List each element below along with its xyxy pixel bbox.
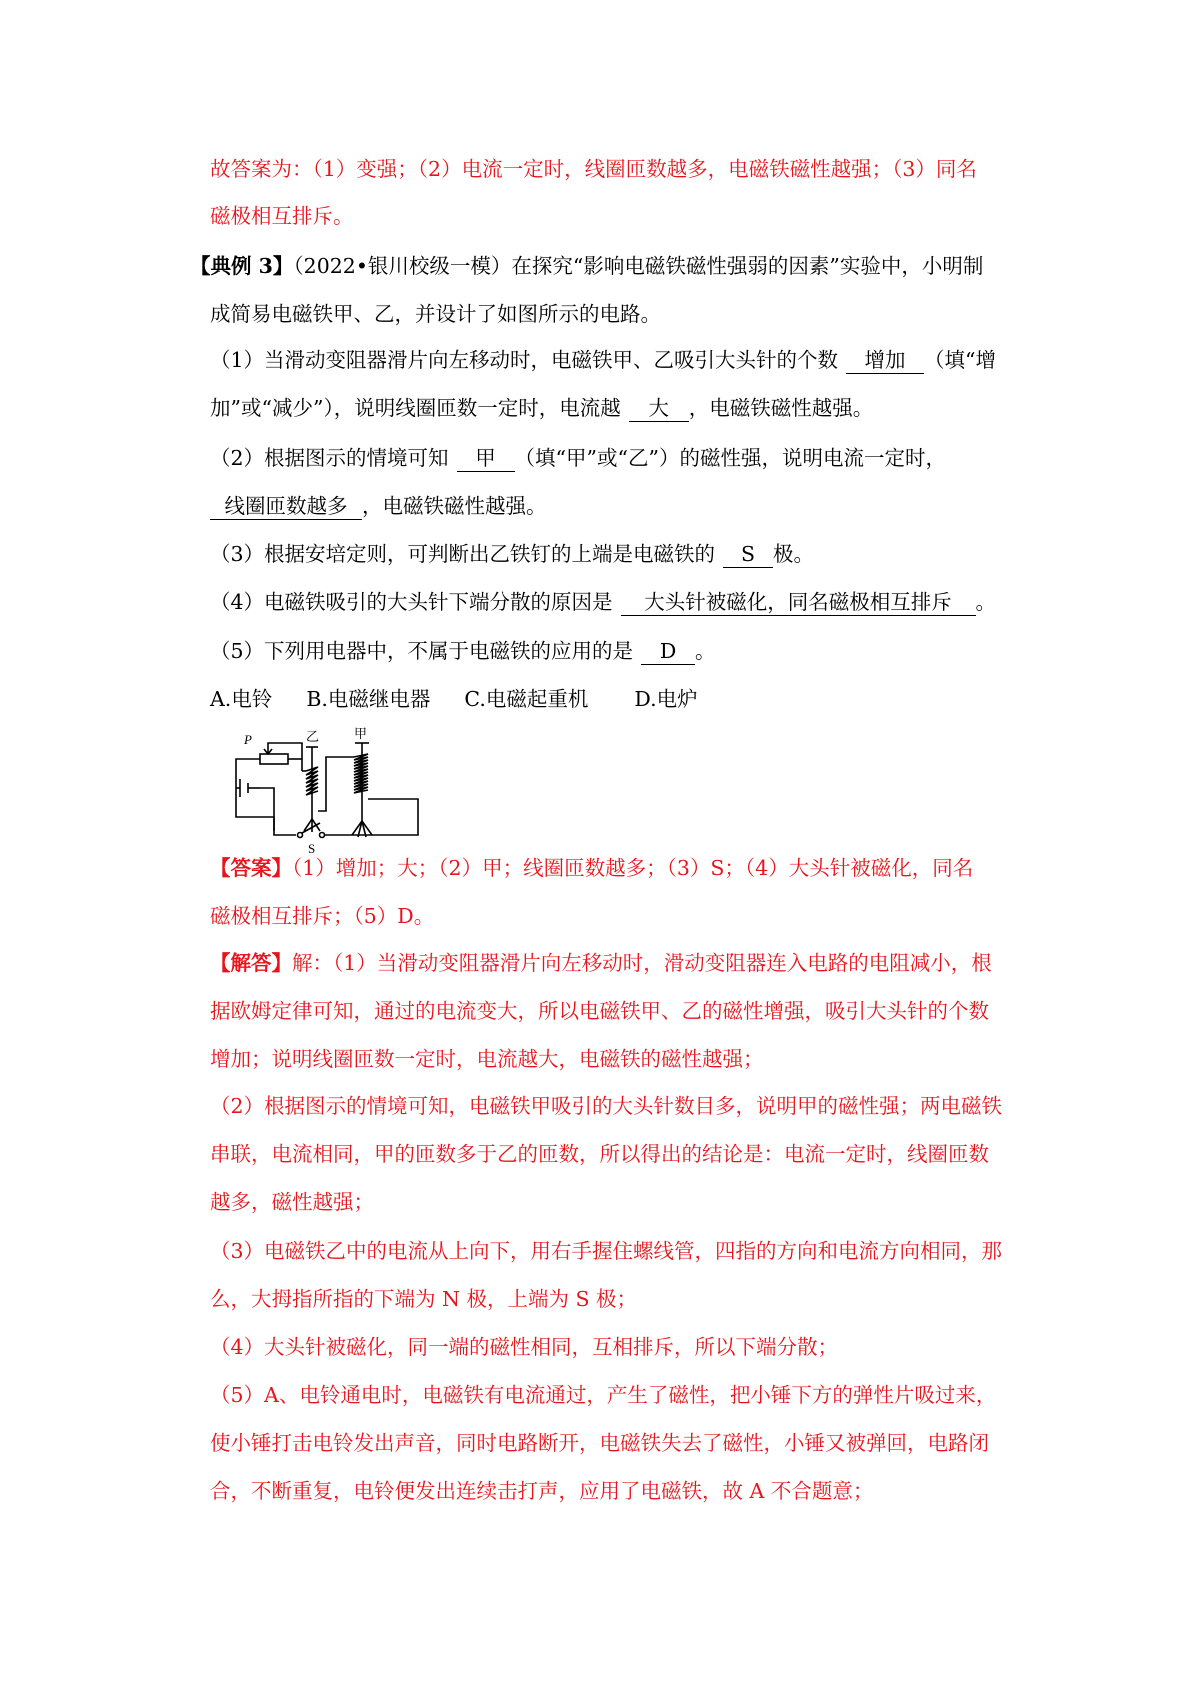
solution-line-3: 增加；说明线圈匝数一定时，电流越大，电磁铁的磁性越强； <box>210 1047 764 1071</box>
label-s: S <box>308 841 316 856</box>
rheostat-slider <box>268 743 302 771</box>
solution-line-8: 么，大拇指所指的下端为 N 极，上端为 S 极； <box>210 1287 638 1311</box>
solution-line-6: 越多，磁性越强； <box>210 1190 374 1214</box>
label-p: P <box>244 732 252 747</box>
option-a: A.电铃 <box>210 687 273 711</box>
solution-line-7: （3）电磁铁乙中的电流从上向下，用右手握住螺线管，四指的方向和电流方向相同，那 <box>210 1239 1003 1263</box>
question-4: （4）电磁铁吸引的大头针下端分散的原因是 大头针被磁化，同名磁极相互排斥 。 <box>210 590 997 614</box>
answer-blank: 线圈匝数越多 <box>210 493 362 520</box>
solution-line-4: （2）根据图示的情境可知，电磁铁甲吸引的大头针数目多，说明甲的磁性强；两电磁铁 <box>210 1094 1003 1118</box>
solution-line-12: 合，不断重复，电铃便发出连续击打声，应用了电磁铁，故 A 不合题意； <box>210 1479 874 1503</box>
answer-blank: 甲 <box>457 445 515 472</box>
option-b: B.电磁继电器 <box>306 687 431 711</box>
solution-line-2: 据欧姆定律可知，通过的电流变大，所以电磁铁甲、乙的磁性增强，吸引大头针的个数 <box>210 999 989 1023</box>
question-3: （3）根据安培定则，可判断出乙铁钉的上端是电磁铁的 S 极。 <box>210 542 815 566</box>
label-jia: 甲 <box>354 727 368 741</box>
answer-blank: S <box>723 541 773 568</box>
answer-blank: D <box>641 638 695 665</box>
example-intro-line-1: 【典例 3】（2022•银川校级一模）在探究“影响电磁铁磁性强弱的因素”实验中，小明制 <box>190 254 984 278</box>
answer-blank: 大头针被磁化，同名磁极相互排斥 <box>621 589 976 616</box>
solution-tag: 【解答】 <box>210 951 292 975</box>
question-5: （5）下列用电器中，不属于电磁铁的应用的是 D 。 <box>210 639 716 663</box>
options-row <box>210 684 1030 714</box>
question-1-line-2: 加”或“减少”），说明线圈匝数一定时，电流越 大 ，电磁铁磁性越强。 <box>210 396 874 420</box>
solution-line-5: 串联，电流相同，甲的匝数多于乙的匝数，所以得出的结论是：电流一定时，线圈匝数 <box>210 1142 989 1166</box>
example-intro-line-2: 成简易电磁铁甲、乙，并设计了如图所示的电路。 <box>210 302 661 326</box>
circuit-diagram <box>230 727 430 859</box>
solution-line-10: （5）A、电铃通电时，电磁铁有电流通过，产生了磁性，把小锤下方的弹性片吸过来， <box>210 1383 997 1407</box>
prev-answer-line-2: 磁极相互排斥。 <box>210 204 354 228</box>
switch <box>298 833 303 838</box>
answer-blank: 增加 <box>846 347 924 374</box>
label-yi: 乙 <box>306 729 320 744</box>
answer-line-2: 磁极相互排斥；（5）D。 <box>210 904 435 928</box>
answer-line-1: 【答案】（1）增加；大；（2）甲；线圈匝数越多；（3）S；（4）大头针被磁化，同名 <box>210 856 974 880</box>
example-tag: 【典例 3】 <box>190 254 294 278</box>
solution-line-1: 【解答】解：（1）当滑动变阻器滑片向左移动时，滑动变阻器连入电路的电阻减小，根 <box>210 951 992 975</box>
solution-line-9: （4）大头针被磁化，同一端的磁性相同，互相排斥，所以下端分散； <box>210 1335 839 1359</box>
option-d: D.电炉 <box>634 687 698 711</box>
prev-answer-line-1: 故答案为：（1）变强；（2）电流一定时，线圈匝数越多，电磁铁磁性越强；（3）同名 <box>210 157 977 181</box>
answer-blank: 大 <box>629 395 689 422</box>
rheostat <box>260 754 288 764</box>
question-2-line-2: 线圈匝数越多 ，电磁铁磁性越强。 <box>210 491 1030 521</box>
question-1-line-1: （1）当滑动变阻器滑片向左移动时，电磁铁甲、乙吸引大头针的个数 增加 （填“增 <box>210 348 997 372</box>
option-c: C.电磁起重机 <box>464 687 589 711</box>
question-2-line-1: （2）根据图示的情境可知 甲 （填“甲”或“乙”）的磁性强，说明电流一定时， <box>210 446 946 470</box>
solution-line-11: 使小锤打击电铃发出声音，同时电路断开，电磁铁失去了磁性，小锤又被弹回，电路闭 <box>210 1431 989 1455</box>
answer-tag: 【答案】 <box>210 856 292 880</box>
